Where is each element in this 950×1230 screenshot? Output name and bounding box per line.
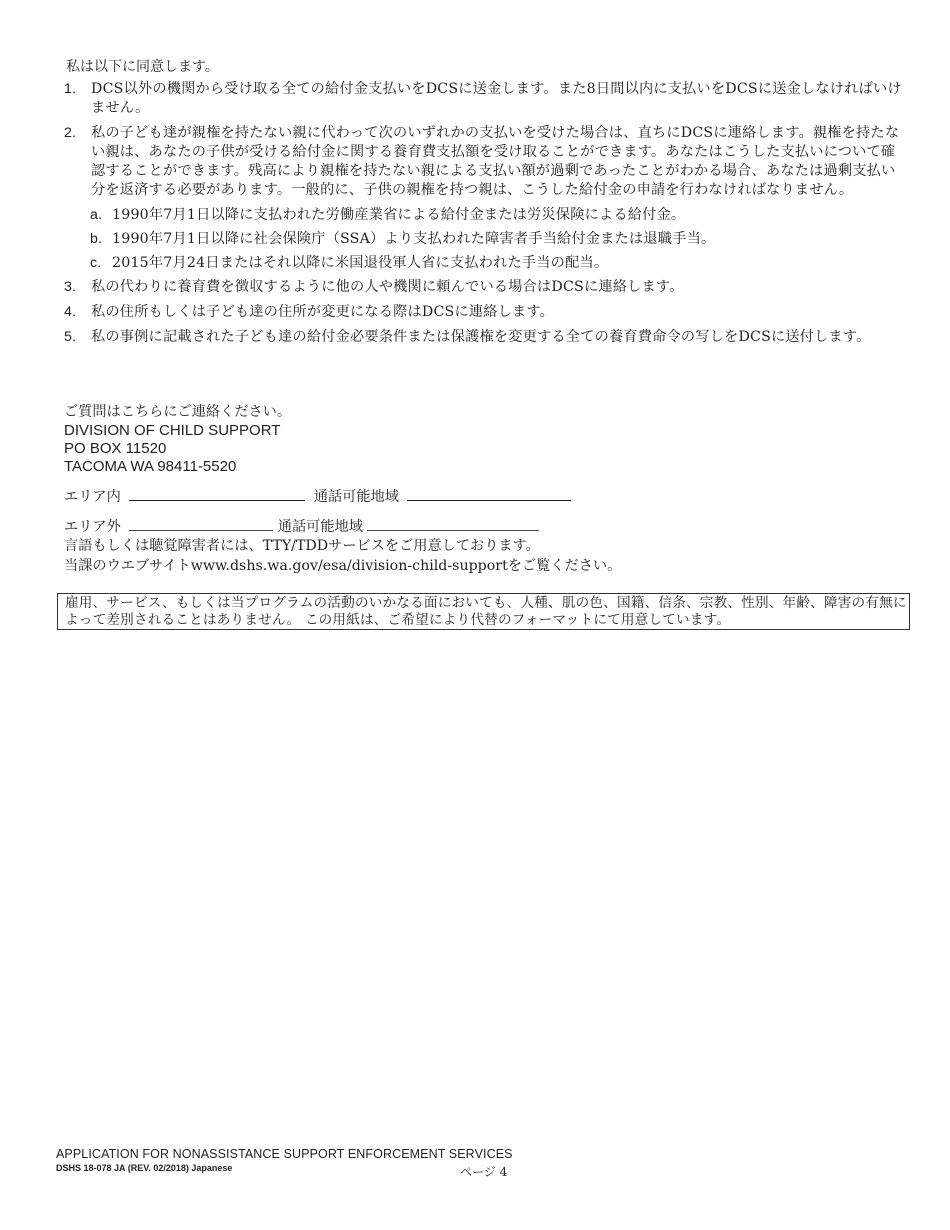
local-avail-field[interactable] <box>407 486 571 501</box>
form-code: DSHS 18-078 JA (REV. 02/2018) Japanese <box>56 1163 233 1173</box>
agreement-list <box>64 80 904 353</box>
local-avail-label: 通話可能地域 <box>313 489 399 505</box>
list-item <box>64 124 904 200</box>
item-text: 私の子ども達が親権を持たない親に代わって次のいずれかの支払いを受けた場合は、直ちにDCSに連絡します。親権を持たない親は、あなたの子供が受ける給付金に関する養育費支払額を受け取ることができます。あなたはこうした支払いについて確認することができます。残高により親権を持たない親による支払い額が過剰であったことがわかる場合、あなたは過剰支払い分を返済する必要があります。一般的に、子供の親権を持つ親は、こうした給付金の申請を行わなければなりません。 <box>91 125 900 198</box>
sub-item-letter: a. <box>90 207 103 223</box>
list-item <box>64 80 904 118</box>
item-number: 3. <box>64 279 77 295</box>
item-text: 私の住所もしくは子ども達の住所が変更になる際はDCSに連絡します。 <box>91 304 555 320</box>
sub-item-text: 2015年7月24日またはそれ以降に米国退役軍人省に支払われた手当の配当。 <box>112 255 609 271</box>
tty-text: 言語もしくは聴覚障害者には、TTY/TDDサービスをご用意しております。 <box>64 538 540 554</box>
nondiscrimination-notice: 雇用、サービス、もしくは当プログラムの活動のいかなる面においても、人種、肌の色、国籍、信条、宗教、性別、年齢、障害の有無によって差別されることはありません。 この用紙は、ご希望により代替のフォーマットにて用意しています。 <box>57 593 910 630</box>
contact-question: ご質問はこちらにご連絡ください。 <box>64 404 292 420</box>
local-phone-row <box>64 486 571 506</box>
form-title: APPLICATION FOR NONASSISTANCE SUPPORT ENFORCEMENT SERVICES <box>56 1147 513 1161</box>
item-text: 私の代わりに養育費を徴収するように他の人や機関に頼んでいる場合はDCSに連絡します。 <box>91 279 684 295</box>
item-text: DCS以外の機関から受け取る全ての給付金支払いをDCSに送金します。また8日間以内に支払いをDCSに送金しなければいけません。 <box>91 81 902 116</box>
list-item <box>64 328 904 347</box>
item-number: 2. <box>64 125 77 141</box>
contact-city: TACOMA WA 98411-5520 <box>64 458 237 475</box>
outside-avail-label: 通話可能地域 <box>277 519 363 535</box>
item-number: 1. <box>64 81 77 97</box>
outside-phone-field[interactable] <box>129 516 273 531</box>
sub-item-letter: c. <box>90 255 102 271</box>
sub-list-item <box>64 206 904 225</box>
contact-pobox: PO BOX 11520 <box>64 440 167 457</box>
sub-item-text: 1990年7月1日以降に支払われた労働産業省による給付金または労災保険による給付金。 <box>112 207 686 223</box>
item-text: 私の事例に記載された子ども達の給付金必要条件または保護権を変更する全ての養育費命令の写しをDCSに送付します。 <box>91 329 871 345</box>
contact-org: DIVISION OF CHILD SUPPORT <box>64 422 281 439</box>
sub-item-text: 1990年7月1日以降に社会保険庁（SSA）より支払われた障害者手当給付金または退職手当。 <box>112 231 716 247</box>
outside-phone-label: エリア外 <box>64 519 121 535</box>
local-phone-field[interactable] <box>129 486 305 501</box>
item-number: 4. <box>64 304 77 320</box>
item-number: 5. <box>64 329 77 345</box>
outside-avail-field[interactable] <box>367 516 539 531</box>
contact-block <box>64 402 764 476</box>
local-phone-label: エリア内 <box>64 489 121 505</box>
outside-phone-row <box>64 516 539 536</box>
intro-text: 私は以下に同意します。 <box>66 59 219 75</box>
sub-list-item <box>64 230 904 249</box>
website-text: 当課のウエブサイトwww.dshs.wa.gov/esa/division-child-supportをご覧ください。 <box>64 558 622 574</box>
info-lines <box>64 536 621 576</box>
sub-item-letter: b. <box>90 231 103 247</box>
sub-list-item <box>64 254 904 273</box>
list-item <box>64 303 904 322</box>
list-item <box>64 278 904 297</box>
page-number: ページ 4 <box>460 1165 508 1179</box>
